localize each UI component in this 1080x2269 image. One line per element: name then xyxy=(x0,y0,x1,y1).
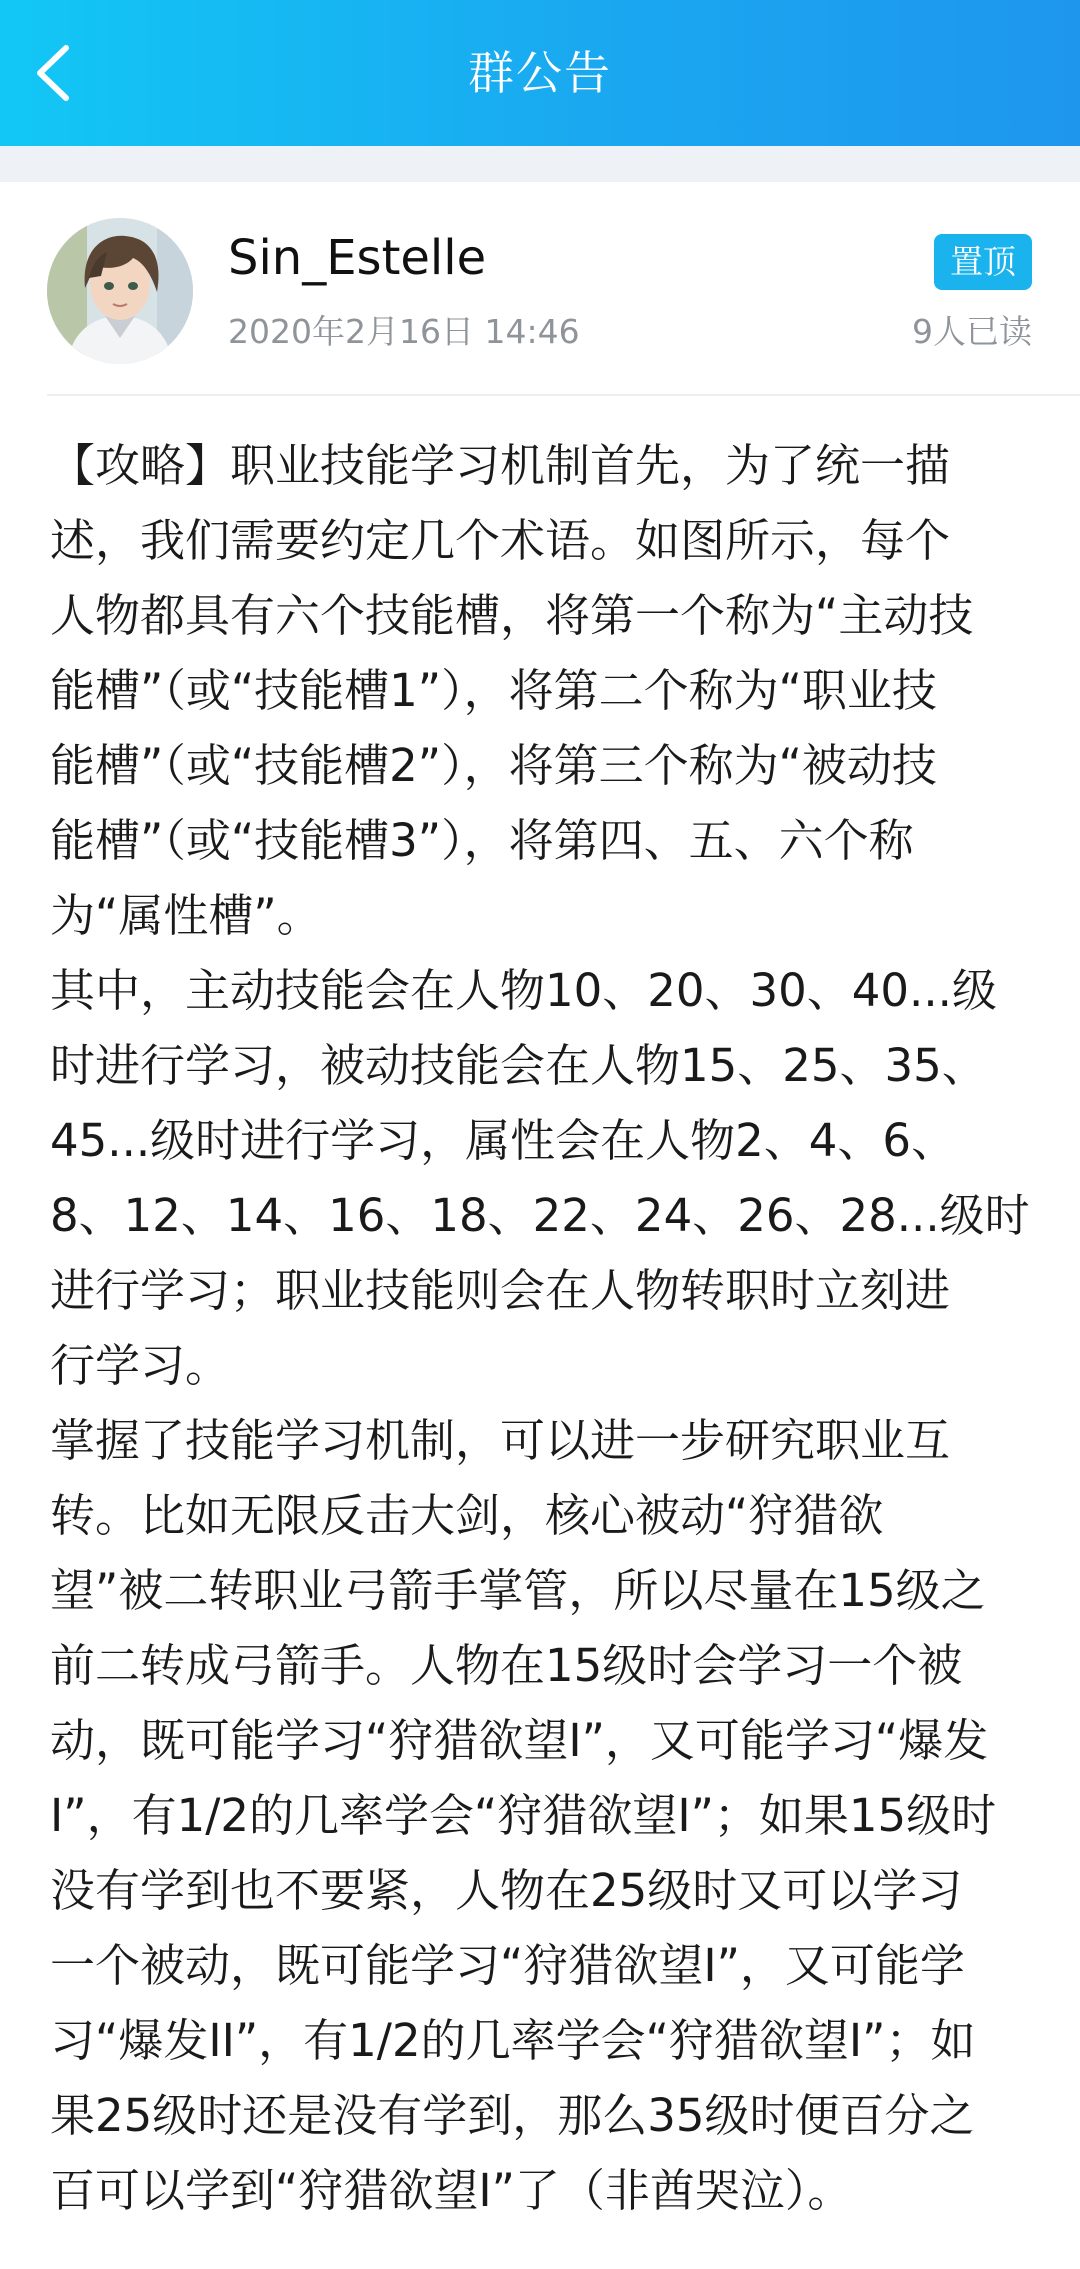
announcement-paragraph: 掌握了技能学习机制，可以进一步研究职业互 转。比如无限反击大剑，核心被动“狩猎欲 望”被二转职业弓箭手掌管，所以尽量在15级之 前二转成弓箭手。人物在15级时会学习一个被 动，既可能学习“狩猎欲望I”，又可能学习“爆发 I”，有1/2的几率学会“狩猎欲望I”；如果15级时 没有学到也不要紧，人物在25级时又可以学习 一个被动，既可能学习“狩猎欲望I”，又可能学 习“爆发II”，有1/2的几率学会“狩猎欲望I”；如 果25级时还是没有学到，那么35级时便百分之 百可以学到“狩猎欲望I”了（非酋哭泣）。 xyxy=(50,1414,997,2217)
app-header xyxy=(0,0,1080,146)
avatar-image xyxy=(47,218,193,364)
author-name[interactable]: Sin_Estelle xyxy=(228,230,487,286)
post-timestamp: 2020年2月16日 14:46 xyxy=(228,312,580,351)
announcement-card xyxy=(0,182,1080,2269)
announcement-paragraph: 【攻略】职业技能学习机制首先，为了统一描 述，我们需要约定几个术语。如图所示，每个 人物都具有六个技能槽，将第一个称为“主动技 能槽”（或“技能槽1”），将第二个称为“职业技 能槽”（或“技能槽2”），将第三个称为“被动技 能槽”（或“技能槽3”），将第四、五、六个称 为“属性槽”。 xyxy=(50,439,974,942)
pinned-badge: 置顶 xyxy=(934,234,1032,290)
divider xyxy=(47,394,1080,396)
avatar[interactable] xyxy=(47,218,193,364)
header-separator xyxy=(0,146,1080,182)
page-title: 群公告 xyxy=(468,46,612,100)
read-count[interactable]: 9人已读 xyxy=(912,312,1032,351)
announcement-body xyxy=(50,428,1035,2228)
announcement-paragraph: 其中，主动技能会在人物10、20、30、40...级 时进行学习，被动技能会在人物15、25、35、 45...级时进行学习，属性会在人物2、4、6、 8、12、14、16、18、22、24、26、28...级时 进行学习；职业技能则会在人物转职时立刻进 行学习。 xyxy=(50,964,1030,1392)
